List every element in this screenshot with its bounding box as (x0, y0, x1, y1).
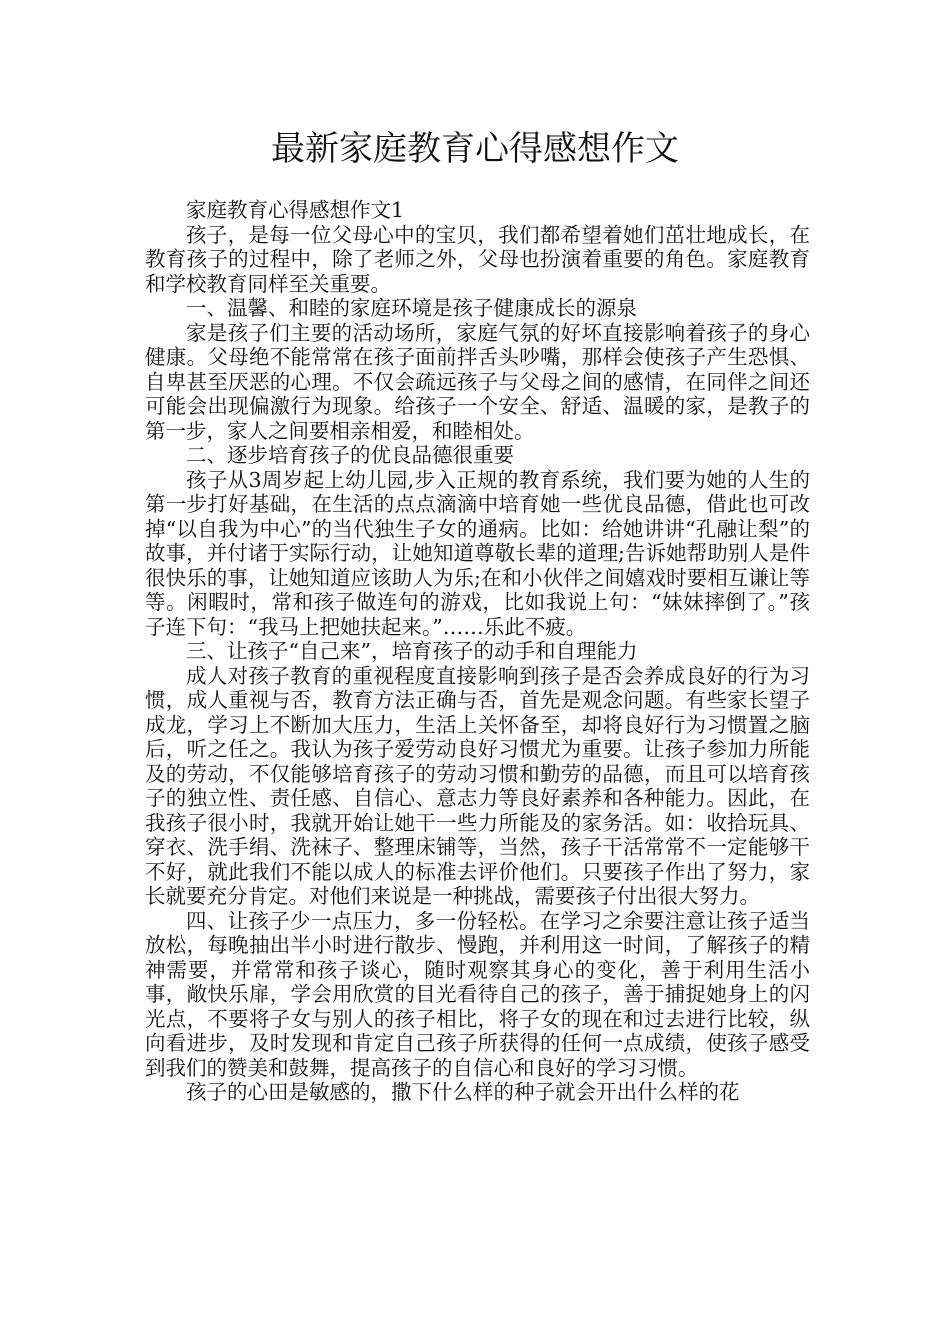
section-3-paragraph: 成人对孩子教育的重视程度直接影响到孩子是否会养成良好的行为习惯，成人重视与否，教育方法正确与否，首先是观念问题。有些家长望子成龙，学习上不断加大压力，生活上关怀备至，却将良好行为习惯置之脑后，听之任之。我认为孩子爱劳动良好习惯尤为重要。让孩子参加力所能及的劳动，不仅能够培育孩子的劳动习惯和勤劳的品德，而且可以培育孩子的独立性、责任感、自信心、意志力等良好素养和各种能力。因此，在我孩子很小时，我就开始让她干一些力所能及的家务活。如：收拾玩具、穿衣、洗手绢、洗袜子、整理床铺等，当然，孩子干活常常不一定能够干不好，就此我们不能以成人的标准去评价他们。只要孩子作出了努力，家长就要充分肯定。对他们来说是一种挑战，需要孩子付出很大努力。 (145, 663, 810, 908)
section-4-paragraph: 四、让孩子少一点压力，多一份轻松。在学习之余要注意让孩子适当放松，每晚抽出半小时进行散步、慢跑，并利用这一时间，了解孩子的精神需要，并常常和孩子谈心，随时观察其身心的变化，善于利用生活小事，敞快乐扉，学会用欣赏的目光看待自己的孩子，善于捕捉她身上的闪光点，不要将子女与别人的孩子相比，将子女的现在和过去进行比较，纵向看进步，及时发现和肯定自己孩子所获得的任何一点成绩，使孩子感受到我们的赞美和鼓舞，提高孩子的自信心和良好的学习习惯。 (145, 908, 810, 1080)
section-heading-2: 二、逐步培育孩子的优良品德很重要 (186, 443, 514, 467)
section-1-paragraph: 家是孩子们主要的活动场所，家庭气氛的好坏直接影响着孩子的身心健康。父母绝不能常常在孩子面前拌舌头吵嘴，那样会使孩子产生恐惧、自卑甚至厌恶的心理。不仅会疏远孩子与父母之间的感情，在同伴之间还可能会出现偏激行为现象。给孩子一个安全、舒适、温暖的家，是教子的第一步，家人之间要相亲相爱，和睦相处。 (145, 320, 810, 443)
closing-paragraph: 孩子的心田是敏感的，撒下什么样的种子就会开出什么样的花 (186, 1080, 740, 1104)
section-heading-3: 三、让孩子“自己来”，培育孩子的动手和自理能力 (186, 639, 638, 663)
section-heading-1: 一、温馨、和睦的家庭环境是孩子健康成长的源泉 (186, 296, 637, 320)
document-title: 最新家庭教育心得感想作文 (271, 129, 679, 169)
intro-paragraph: 孩子，是每一位父母心中的宝贝，我们都希望着她们茁壮地成长，在教育孩子的过程中，除了老师之外，父母也扮演着重要的角色。家庭教育和学校教育同样至关重要。 (145, 222, 810, 296)
document-body (145, 198, 810, 1105)
section-2-paragraph: 孩子从3周岁起上幼儿园,步入正规的教育系统，我们要为她的人生的第一步打好基础，在生活的点点滴滴中培育她一些优良品德，借此也可改掉“以自我为中心”的当代独生子女的通病。比如：给她讲讲“孔融让梨”的故事，并付诸于实际行动，让她知道尊敬长辈的道理;告诉她帮助别人是件很快乐的事，让她知道应该助人为乐;在和小伙伴之间嬉戏时要相互谦让等等。闲暇时，常和孩子做连句的游戏，比如我说上句：“妹妹摔倒了。”孩子连下句：“我马上把她扶起来。”……乐此不疲。 (145, 467, 810, 639)
essay-heading: 家庭教育心得感想作文1 (186, 198, 405, 222)
